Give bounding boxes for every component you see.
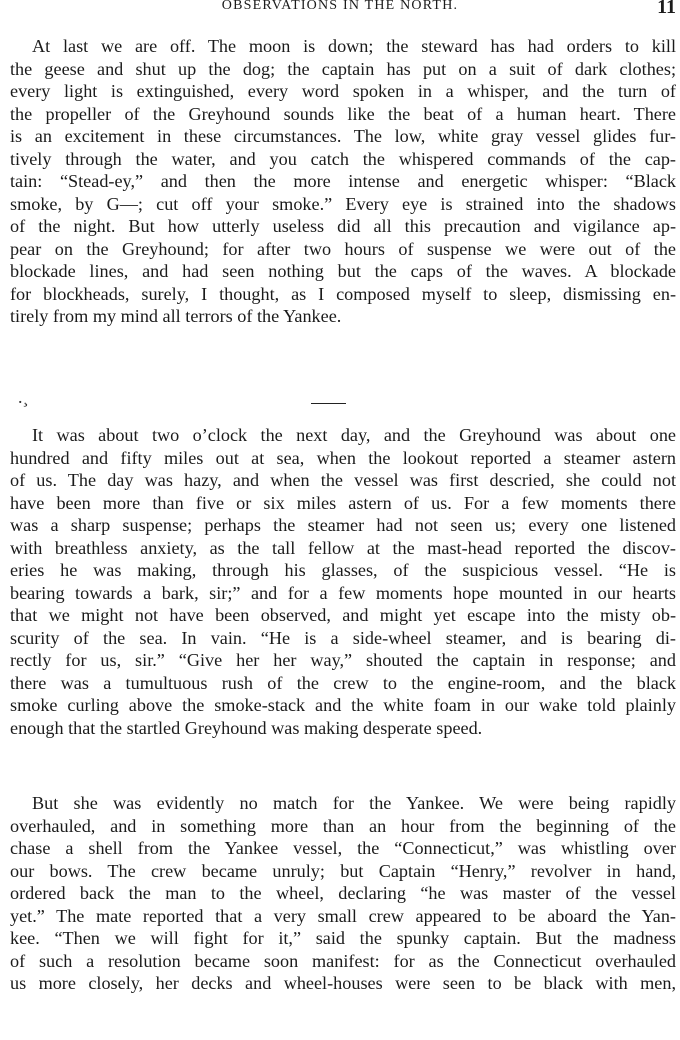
- text-line: with breathless anxiety, as the tall fellow at the mast-head reported the discov-: [10, 537, 676, 558]
- text-line: smoke curling above the smoke-stack and the white foam in our wake told plainly: [10, 695, 676, 715]
- text-line: pear on the Greyhound; for after two hours of suspense we were out of the: [10, 238, 676, 259]
- text-line: there was a tumultuous rush of the crew to the engine-room, and the black: [10, 672, 676, 693]
- text-line: But she was evidently no match for the Yankee. We were being rapidly: [32, 793, 676, 813]
- stray-ink-mark: .¸: [18, 387, 29, 407]
- text-line: tain: “Stead-ey,” and then the more intense and energetic whisper: “Black: [10, 171, 676, 191]
- text-line: was a sharp suspense; perhaps the steamer had not seen us; every one listened: [10, 515, 676, 535]
- text-line: eries he was making, through his glasses, of the suspicious vessel. “He is: [10, 560, 676, 580]
- running-head: [0, 0, 680, 18]
- text-line: rectly for us, sir.” “Give her her way,” shouted the captain in response; and: [10, 650, 676, 670]
- text-line: the geese and shut up the dog; the captain has put on a suit of dark clothes;: [10, 58, 676, 79]
- text-line: bearing towards a bark, sir;” and for a few moments hope mounted in our hearts: [10, 582, 676, 603]
- text-line: scurity of the sea. In vain. “He is a side-wheel steamer, and is bearing di-: [10, 627, 676, 648]
- text-line: yet.” The mate reported that a very small crew appeared to be aboard the Yan-: [10, 905, 676, 926]
- paragraph-3: [10, 792, 676, 995]
- text-line: ordered back the man to the wheel, declaring “he was master of the vessel: [10, 883, 676, 903]
- text-line: chase a shell from the Yankee vessel, the “Connecticut,” was whistling over: [10, 838, 676, 858]
- text-line: for blockheads, surely, I thought, as I composed myself to sleep, dismissing en-: [10, 283, 676, 304]
- text-line: enough that the startled Greyhound was making desperate speed.: [10, 717, 483, 738]
- text-line: of us. The day was hazy, and when the vessel was first descried, she could not: [10, 470, 676, 490]
- page-number: 11: [657, 0, 676, 18]
- text-line: have been more than five or six miles astern of us. For a few moments there: [10, 492, 676, 513]
- paragraph-2: [10, 424, 676, 739]
- text-line: tively through the water, and you catch the whispered commands of the cap-: [10, 148, 676, 169]
- text-line: It was about two o’clock the next day, and the Greyhound was about one: [32, 425, 676, 445]
- text-line: overhauled, and in something more than an hour from the beginning of the: [10, 815, 676, 836]
- running-title: OBSERVATIONS IN THE NORTH.: [221, 0, 459, 13]
- text-line: kee. “Then we will fight for it,” said the spunky captain. But the madness: [10, 928, 676, 948]
- section-divider: [311, 403, 346, 404]
- text-line: hundred and fifty miles out at sea, when the lookout reported a steamer astern: [10, 447, 676, 468]
- paragraph-1: [10, 35, 676, 328]
- text-line: blockade lines, and had seen nothing but the caps of the waves. A blockade: [10, 261, 676, 281]
- text-line: is an excitement in these circumstances. The low, white gray vessel glides fur-: [10, 126, 676, 146]
- text-line: smoke, by G—; cut off your smoke.” Every eye is strained into the shadows: [10, 193, 676, 214]
- text-line: of such a resolution became soon manifest: for as the Connecticut overhauled: [10, 950, 676, 971]
- text-line: that we might not have been observed, and might yet escape into the misty ob-: [10, 605, 676, 625]
- text-line: every light is extinguished, every word spoken in a whisper, and the turn of: [10, 81, 676, 101]
- text-line: tirely from my mind all terrors of the Yankee.: [10, 306, 342, 326]
- text-line: our bows. The crew became unruly; but Captain “Henry,” revolver in hand,: [10, 860, 676, 881]
- text-line: the propeller of the Greyhound sounds like the beat of a human heart. There: [10, 103, 676, 124]
- text-line: us more closely, her decks and wheel-houses were seen to be black with men,: [10, 973, 676, 993]
- text-line: At last we are off. The moon is down; the steward has had orders to kill: [32, 36, 676, 56]
- text-line: of the night. But how utterly useless did all this precaution and vigilance ap-: [10, 216, 676, 236]
